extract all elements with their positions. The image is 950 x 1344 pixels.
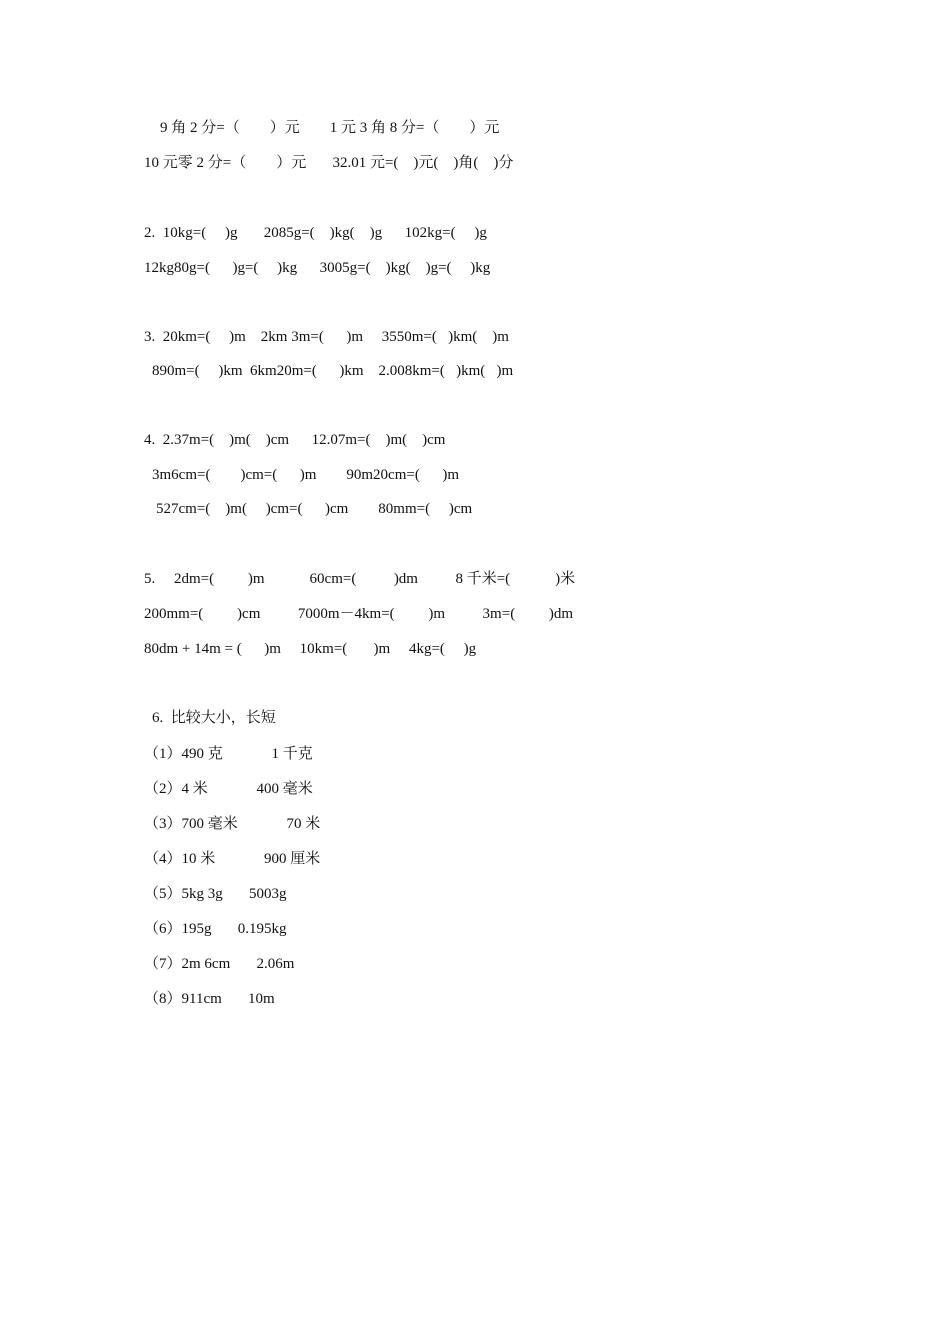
question-2-line-1: 2. 10kg=( )g 2085g=( )kg( )g 102kg=( )g — [144, 225, 487, 241]
question-5-line-3: 80dm + 14m = ( )m 10km=( )m 4kg=( )g — [144, 641, 477, 657]
question-3-line-1: 3. 20km=( )m 2km 3m=( )m 3550m=( )km( )m — [144, 329, 509, 345]
compare-item-8: （8）911cm 10m — [144, 991, 275, 1007]
question-4-line-3: 527cm=( )m( )cm=( )cm 80mm=( )cm — [156, 501, 473, 517]
line-1: 9 角 2 分=（ ）元 1 元 3 角 8 分=（ ）元 — [160, 120, 500, 136]
question-4-line-1: 4. 2.37m=( )m( )cm 12.07m=( )m( )cm — [144, 432, 446, 448]
line-2: 10 元零 2 分=（ ）元 32.01 元=( )元( )角( )分 — [144, 155, 514, 171]
compare-item-6: （6）195g 0.195kg — [144, 921, 287, 937]
question-3-line-2: 890m=( )km 6km20m=( )km 2.008km=( )km( )m — [152, 363, 514, 379]
question-2-line-2: 12kg80g=( )g=( )kg 3005g=( )kg( )g=( )kg — [144, 260, 491, 276]
compare-item-5: （5）5kg 3g 5003g — [144, 886, 287, 902]
compare-item-7: （7）2m 6cm 2.06m — [144, 956, 295, 972]
question-5-line-2: 200mm=( )cm 7000m－4km=( )m 3m=( )dm — [144, 606, 574, 622]
compare-item-3: （3）700 毫米 70 米 — [144, 816, 321, 832]
compare-item-1: （1）490 克 1 千克 — [144, 746, 313, 762]
question-6-heading: 6. 比较大小，长短 — [152, 710, 276, 726]
question-4-line-2: 3m6cm=( )cm=( )m 90m20cm=( )m — [152, 467, 459, 483]
compare-item-4: （4）10 米 900 厘米 — [144, 851, 321, 867]
question-5-line-1: 5. 2dm=( )m 60cm=( )dm 8 千米=( )米 — [144, 571, 576, 587]
compare-item-2: （2）4 米 400 毫米 — [144, 781, 313, 797]
